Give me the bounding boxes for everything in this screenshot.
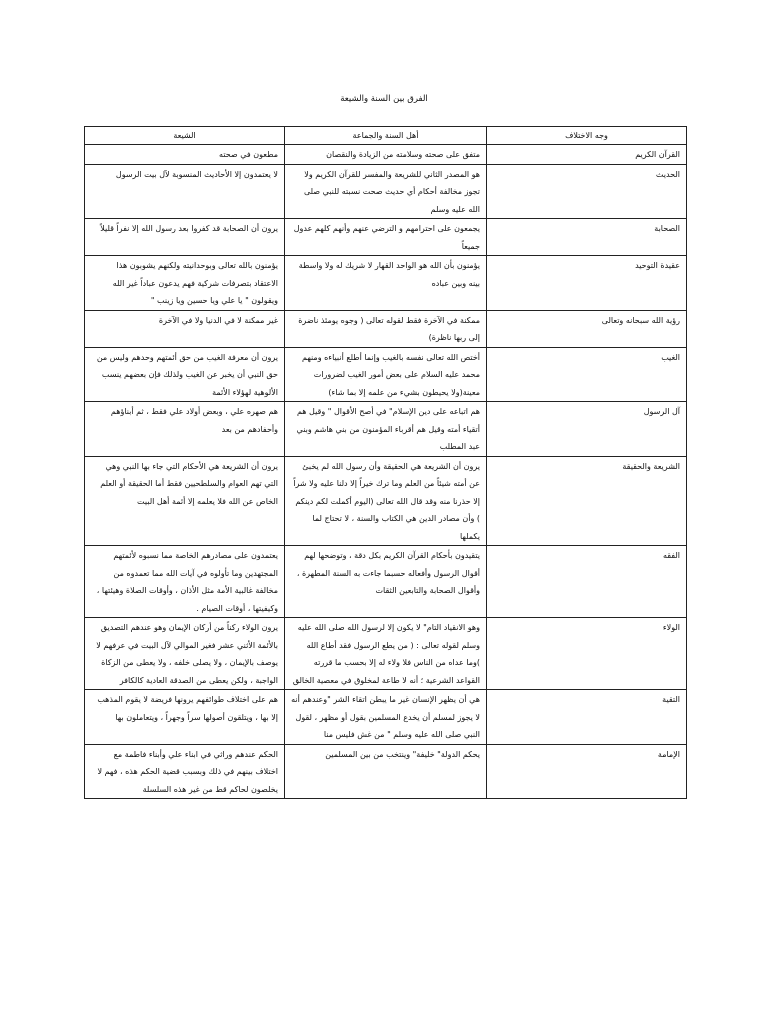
row-shia: غير ممكنة لا في الدنيا ولا في الآخرة [85,310,285,347]
row-aspect: القرآن الكريم [487,145,687,165]
comparison-table [84,126,687,799]
row-shia: هم على اختلاف طوائفهم يرونها فريضة لا يقوم المذهب إلا بها ، ويتلقون أصولها سراً وجهراً ، ويتعاملون بها [85,690,285,745]
row-aspect: الولاء [487,618,687,690]
row-sunni: يؤمنون بأن الله هو الواحد القهار لا شريك له ولا واسطة بينه وبين عباده [285,256,487,311]
row-aspect: التقية [487,690,687,745]
row-shia: هم صهره علي ، وبعض أولاد علي فقط ، ثم أبناؤهم وأحفادهم من بعد [85,402,285,457]
row-sunni: يتقيدون بأحكام القرآن الكريم بكل دقة ، وتوضحها لهم أقوال الرسول وأفعاله حسبما جاءت به السنة المطهرة ، وأقوال الصحابة والتابعين الثقات [285,546,487,618]
table-row [85,219,687,256]
row-shia: يرون أن الشريعة هي الأحكام التي جاء بها النبي وهي التي تهم العوام والسلطحيين فقط أما الحقيقة أو العلم الخاص عن الله فلا يعلمه إلا أئمة أهل البيت [85,456,285,546]
row-aspect: رؤية الله سبحانه وتعالى [487,310,687,347]
table-row [85,145,687,165]
row-shia: الحكم عندهم وراثي في ابناء علي وأبناء فاطمة مع اختلاف بينهم في ذلك وبسبب قضية الحكم هذه ، فهم لا يخلصون لحاكم قط من غير هذه السلسلة [85,744,285,799]
table-row [85,618,687,690]
row-sunni: هي أن يظهر الإنسان غير ما يبطن اتقاء الشر "وعندهم أنه لا يجوز لمسلم أن يخدع المسلمين بقول أو مظهر ، لقول النبي صلى الله عليه وسلم " من غش فليس منا [285,690,487,745]
table-row [85,164,687,219]
row-sunni: يحكم الدولة" خليفة" وينتخب من بين المسلمين [285,744,487,799]
row-sunni: يرون أن الشريعة هي الحقيقة وأن رسول الله لم يخبئ عن أمته شيئاً من العلم وما ترك خيراً إلا دلنا عليه ولا شراً إلا حذرنا منه وقد قال الله تعالى (اليوم أكملت لكم دينكم ) وأن مصادر الدين هي الكتاب والسنة ، لا تحتاج لما يكملها [285,456,487,546]
row-sunni: وهو الانقياد التام" لا يكون إلا لرسول الله صلى الله عليه وسلم لقوله تعالى : ( من يطع الرسول فقد أطاع الله )وما عداه من الناس فلا ولاء له إلا بحسب ما قررته القواعد الشرعية ؛ أنه لا طاعة لمخلوق في معصية الخالق [285,618,487,690]
row-shia: يرون أن الصحابة قد كفروا بعد رسول الله إلا نفراً قليلاً [85,219,285,256]
row-shia: مطعون في صحته [85,145,285,165]
row-sunni: يجمعون على احترامهم و الترضي عنهم وأنهم كلهم عدول جميعاً [285,219,487,256]
row-shia: يعتمدون على مصادرهم الخاصة مما نسبوه لأئمتهم المجتهدين وما تأولوه في آيات الله مما تعمدوه من مخالفة غالبية الأمة مثل الأذان ، وأوقات الصلاة وهيئتها ، وكيفيتها ، أوقات الصيام . [85,546,285,618]
table-header-row [85,127,687,145]
row-sunni: أختص الله تعالى نفسه بالغيب وإنما أطلع أنبياءه ومنهم محمد عليه السلام على بعض أمور الغيب لضرورات معينة(ولا يحيطون بشيء من علمه إلا بما شاء) [285,347,487,402]
table-row [85,546,687,618]
row-aspect: الإمامة [487,744,687,799]
table-row [85,310,687,347]
header-shia: الشيعة [85,127,285,145]
row-sunni: هم اتباعه على دين الإسلام" في أصح الأقوال " وقيل هم أتقياء أمته وقيل هم أقرباء المؤمنون من بني هاشم وبني عبد المطلب [285,402,487,457]
row-shia: يرون الولاء ركناً من أركان الإيمان وهو عندهم التصديق بالأئمة الأثني عشر فغير الموالي لآل البيت في عرفهم لا يوصف بالإيمان ، ولا يصلى خلفه ، ولا يعطى من الزكاة الواجبة ، ولكن يعطى من الصدقة العادية كالكافر [85,618,285,690]
page-title: الفرق بين السنة والشيعة [340,94,428,104]
row-aspect: الحديث [487,164,687,219]
table-row [85,456,687,546]
row-shia: يرون أن معرفة الغيب من حق أئمتهم وحدهم وليس من حق النبي أن يخبر عن الغيب ولذلك فإن بعضهم ينسب الألوهية لهؤلاء الأئمة [85,347,285,402]
table-row [85,402,687,457]
row-aspect: آل الرسول [487,402,687,457]
header-sunni: أهل السنة والجماعة [285,127,487,145]
row-aspect: عقيدة التوحيد [487,256,687,311]
header-aspect: وجه الاختلاف [487,127,687,145]
table-row [85,347,687,402]
row-aspect: الشريعة والحقيقة [487,456,687,546]
row-sunni: ممكنة في الآخرة فقط لقوله تعالى ( وجوه يومئذ ناضرة إلى ربها ناظرة) [285,310,487,347]
table-row [85,744,687,799]
row-shia: لا يعتمدون إلا الأحاديث المنسوبة لآل بيت الرسول [85,164,285,219]
row-shia: يؤمنون بالله تعالى وبوحدانيته ولكنهم يشوبون هذا الاعتقاد بتصرفات شركية فهم يدعون عباداً غير الله ويقولون " يا علي ويا حسين ويا زينب " [85,256,285,311]
table-row [85,690,687,745]
row-aspect: الفقه [487,546,687,618]
row-sunni: متفق على صحته وسلامته من الزيادة والنقصان [285,145,487,165]
table-row [85,256,687,311]
row-aspect: الغيب [487,347,687,402]
row-sunni: هو المصدر الثاني للشريعة والمفسر للقرآن الكريم ولا تجوز مخالفة أحكام أي حديث صحت نسبته للنبي صلى الله عليه وسلم [285,164,487,219]
row-aspect: الصحابة [487,219,687,256]
